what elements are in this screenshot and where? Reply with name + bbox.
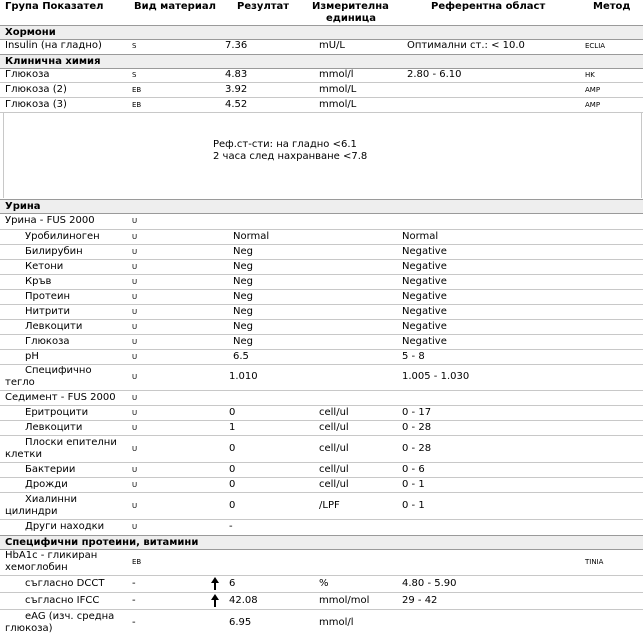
- reference-range: 0 - 28: [402, 422, 432, 433]
- result-value: -: [229, 521, 233, 532]
- material-code: S: [132, 42, 137, 50]
- row-divider: [0, 97, 643, 98]
- reference-range: Negative: [402, 306, 447, 317]
- row-divider: [0, 274, 643, 275]
- row-divider: [0, 462, 643, 463]
- material-code: U: [132, 293, 138, 301]
- unit: %: [319, 578, 329, 589]
- glucose-note-line2: 2 часа след нахранване <7.8: [213, 151, 368, 162]
- row-divider: [0, 364, 643, 365]
- row-divider: [0, 229, 643, 230]
- result-value: 7.36: [225, 40, 248, 51]
- reference-range: Normal: [402, 231, 439, 242]
- result-value: Neg: [233, 321, 253, 332]
- reference-range: 0 - 28: [402, 443, 432, 454]
- unit: cell/ul: [319, 479, 349, 490]
- header-unit-line1: Измерителна: [312, 1, 389, 12]
- test-name: съгласно IFCC: [25, 595, 100, 606]
- row-divider: [0, 420, 643, 421]
- section-urine: [0, 199, 643, 214]
- material-code: U: [132, 394, 138, 402]
- method-code: HK: [585, 71, 595, 79]
- test-name: Левкоцити: [25, 422, 83, 433]
- test-name-cont: глюкоза): [5, 623, 53, 634]
- header-reference: Референтна област: [431, 1, 546, 12]
- row-divider: [0, 390, 643, 391]
- result-value: 6: [229, 578, 236, 589]
- test-name: Протеин: [25, 291, 70, 302]
- row-divider: [0, 259, 643, 260]
- row-divider: [0, 319, 643, 320]
- material-code: U: [132, 523, 138, 531]
- test-name: Еритроцити: [25, 407, 89, 418]
- section-specific-proteins: [0, 535, 643, 550]
- unit: cell/ul: [319, 464, 349, 475]
- material-code: U: [132, 481, 138, 489]
- material-code: EB: [132, 558, 142, 566]
- material-code: U: [132, 409, 138, 417]
- row-divider: [0, 304, 643, 305]
- row-divider: [0, 575, 643, 576]
- result-value: Normal: [233, 231, 270, 242]
- reference-range: Negative: [402, 336, 447, 347]
- material-code: U: [132, 278, 138, 286]
- result-value: 0: [229, 443, 236, 454]
- material-code: -: [132, 578, 136, 589]
- reference-range: 1.005 - 1.030: [402, 371, 470, 382]
- test-name: Плоски епителни: [25, 437, 117, 448]
- test-name: Кетони: [25, 261, 64, 272]
- test-name-cont: тегло: [5, 377, 35, 388]
- section-title: Клинична химия: [5, 56, 101, 67]
- method-code: AMP: [585, 86, 601, 94]
- row-divider: [0, 112, 643, 113]
- material-code: U: [132, 466, 138, 474]
- reference-range: Negative: [402, 276, 447, 287]
- row-divider: [0, 609, 643, 610]
- result-value: Neg: [233, 246, 253, 257]
- result-value: Neg: [233, 291, 253, 302]
- material-code: U: [132, 445, 138, 453]
- material-code: U: [132, 248, 138, 256]
- test-name: Бактерии: [25, 464, 76, 475]
- method-code: AMP: [585, 101, 601, 109]
- unit: cell/ul: [319, 407, 349, 418]
- material-code: U: [132, 263, 138, 271]
- result-value: 4.83: [225, 69, 248, 80]
- row-divider: [0, 519, 643, 520]
- reference-range: 5 - 8: [402, 351, 425, 362]
- unit: mmol/mol: [319, 595, 370, 606]
- test-name: Глюкоза (3): [5, 99, 67, 110]
- material-code: U: [132, 217, 138, 225]
- reference-range: Negative: [402, 261, 447, 272]
- test-name: Уробилиноген: [25, 231, 100, 242]
- section-title: Специфични протеини, витамини: [5, 537, 199, 548]
- row-divider: [0, 492, 643, 493]
- test-name-cont: хемоглобин: [5, 562, 68, 573]
- test-name: eAG (изч. средна: [25, 611, 115, 622]
- material-code: U: [132, 373, 138, 381]
- material-code: U: [132, 233, 138, 241]
- note-border-right: [641, 113, 642, 198]
- test-name: Дрожди: [25, 479, 68, 490]
- row-divider: [0, 592, 643, 593]
- row-divider: [0, 334, 643, 335]
- method-code: ECLIA: [585, 42, 606, 50]
- result-value: 6.5: [233, 351, 249, 362]
- reference-range: Negative: [402, 291, 447, 302]
- result-value: Neg: [233, 261, 253, 272]
- material-code: U: [132, 323, 138, 331]
- section-title: Хормони: [5, 27, 56, 38]
- arrow-up-icon: [210, 594, 220, 607]
- group-name: Урина - FUS 2000: [5, 215, 95, 226]
- material-code: U: [132, 502, 138, 510]
- note-border-left: [3, 113, 4, 198]
- material-code: U: [132, 308, 138, 316]
- result-value: 42.08: [229, 595, 258, 606]
- material-code: S: [132, 71, 137, 79]
- header-result: Резултат: [237, 1, 290, 12]
- material-code: EB: [132, 86, 142, 94]
- reference-range: 0 - 1: [402, 500, 425, 511]
- unit: cell/ul: [319, 443, 349, 454]
- material-code: U: [132, 424, 138, 432]
- material-code: U: [132, 338, 138, 346]
- result-value: 0: [229, 407, 236, 418]
- unit: mmol/L: [319, 84, 357, 95]
- header-group: Група Показател: [5, 1, 104, 12]
- test-name: Нитрити: [25, 306, 71, 317]
- unit: /LPF: [319, 500, 340, 511]
- row-divider: [0, 244, 643, 245]
- result-value: Neg: [233, 306, 253, 317]
- material-code: -: [132, 595, 136, 606]
- method-code: TINIA: [585, 558, 604, 566]
- result-value: 0: [229, 479, 236, 490]
- result-value: 0: [229, 500, 236, 511]
- row-divider: [0, 349, 643, 350]
- row-divider: [0, 477, 643, 478]
- test-name: Други находки: [25, 521, 105, 532]
- test-name: Insulin (на гладно): [5, 40, 102, 51]
- test-name: pH: [25, 351, 39, 362]
- result-value: 3.92: [225, 84, 248, 95]
- result-value: 0: [229, 464, 236, 475]
- row-divider: [0, 82, 643, 83]
- reference-range: Negative: [402, 321, 447, 332]
- material-code: U: [132, 353, 138, 361]
- glucose-note-line1: Реф.ст-сти: на гладно <6.1: [213, 139, 357, 150]
- unit: mmol/L: [319, 99, 357, 110]
- test-name: Левкоцити: [25, 321, 83, 332]
- result-value: 6.95: [229, 617, 252, 628]
- section-title: Урина: [5, 201, 41, 212]
- reference-range: Оптимални ст.: < 10.0: [407, 40, 525, 51]
- unit: mmol/l: [319, 617, 354, 628]
- header-unit-line2: единица: [326, 13, 376, 24]
- reference-range: 0 - 17: [402, 407, 432, 418]
- reference-range: 0 - 1: [402, 479, 425, 490]
- test-name: Хиалинни: [25, 494, 77, 505]
- material-code: EB: [132, 101, 142, 109]
- reference-range: 0 - 6: [402, 464, 425, 475]
- result-value: 1.010: [229, 371, 258, 382]
- reference-range: 4.80 - 5.90: [402, 578, 457, 589]
- reference-range: 2.80 - 6.10: [407, 69, 462, 80]
- test-name: Билирубин: [25, 246, 83, 257]
- result-value: Neg: [233, 276, 253, 287]
- reference-range: 29 - 42: [402, 595, 438, 606]
- row-divider: [0, 405, 643, 406]
- section-clinical-chemistry: [0, 54, 643, 69]
- result-value: Neg: [233, 336, 253, 347]
- test-name-cont: клетки: [5, 449, 42, 460]
- test-name: Кръв: [25, 276, 52, 287]
- row-divider: [0, 435, 643, 436]
- unit: mmol/l: [319, 69, 354, 80]
- unit: mU/L: [319, 40, 346, 51]
- test-name: Глюкоза: [5, 69, 50, 80]
- unit: cell/ul: [319, 422, 349, 433]
- test-name: съгласно DCCT: [25, 578, 105, 589]
- test-name: Глюкоза (2): [5, 84, 67, 95]
- test-name: HbA1c - гликиран: [5, 550, 98, 561]
- result-value: 1: [229, 422, 236, 433]
- result-value: 4.52: [225, 99, 248, 110]
- row-divider: [0, 289, 643, 290]
- section-hormones: [0, 25, 643, 40]
- arrow-up-icon: [210, 577, 220, 590]
- test-name: Глюкоза: [25, 336, 70, 347]
- test-name-cont: цилиндри: [5, 506, 58, 517]
- group-name: Седимент - FUS 2000: [5, 392, 116, 403]
- test-name: Специфично: [25, 365, 92, 376]
- header-material: Вид материал: [134, 1, 216, 12]
- header-method: Метод: [593, 1, 631, 12]
- material-code: -: [132, 617, 136, 628]
- reference-range: Negative: [402, 246, 447, 257]
